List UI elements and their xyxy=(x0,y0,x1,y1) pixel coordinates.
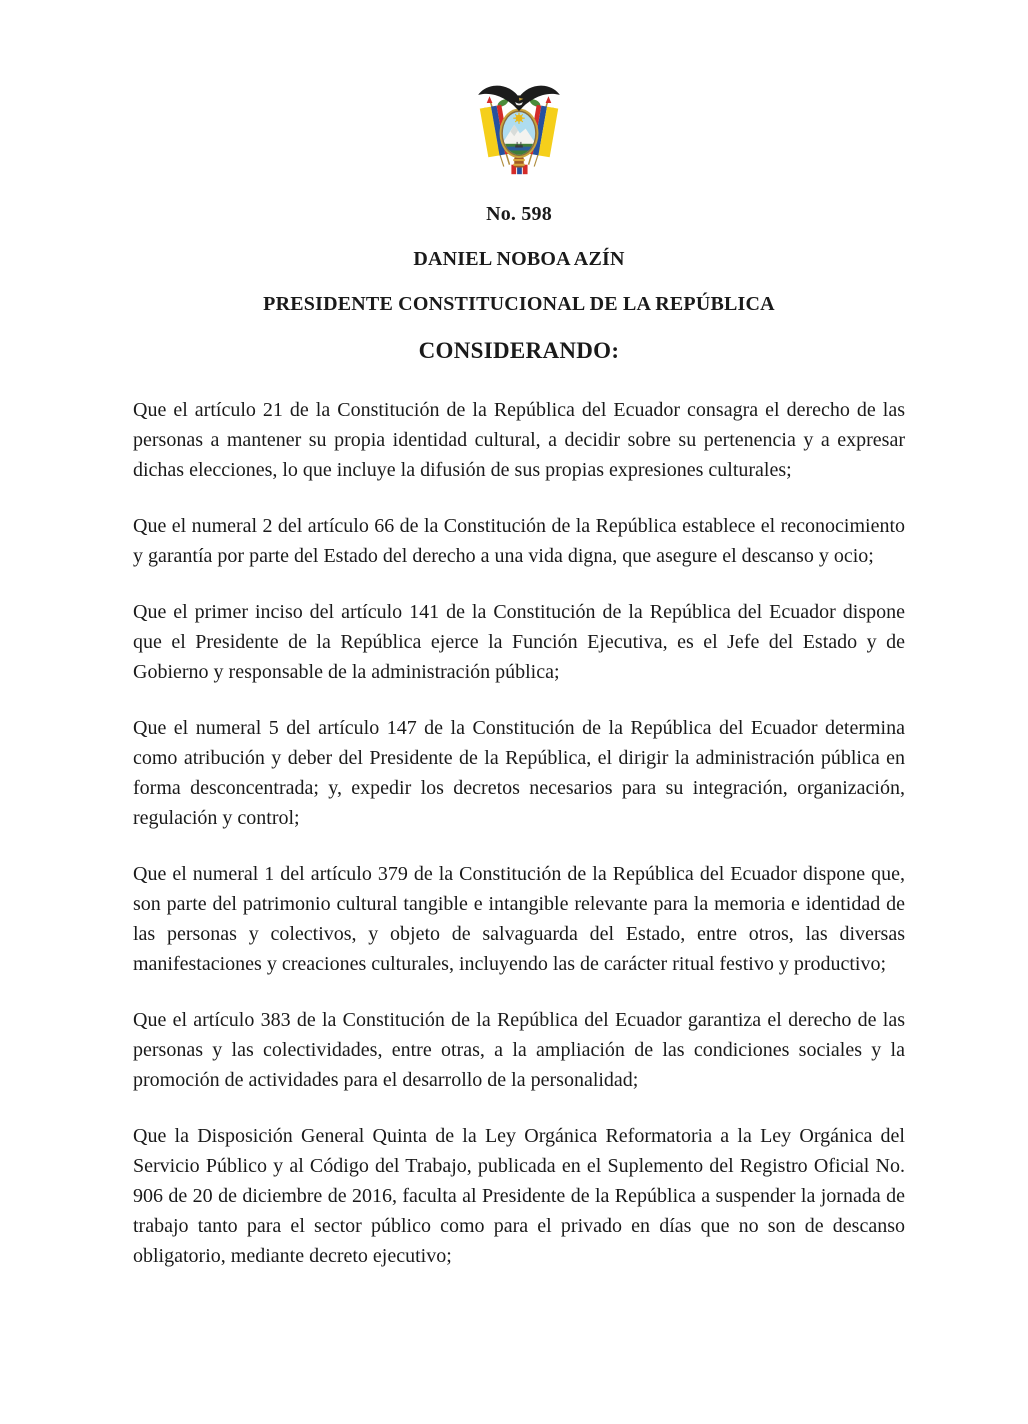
president-name: DANIEL NOBOA AZÍN xyxy=(413,248,625,270)
paragraph-art-147: Que el numeral 5 del artículo 147 de la Constitución de la República del Ecuador determina como atribución y deber del Presidente de la República, el dirigir la administración pública en forma desconcentrada; y, expedir los decretos necesarios para su integración, organización, regulación y control; xyxy=(133,717,905,829)
considerando-paragraphs xyxy=(133,395,905,1271)
paragraph-art-66: Que el numeral 2 del artículo 66 de la Constitución de la República establece el reconocimiento y garantía por parte del Estado del derecho a una vida digna, que asegure el descanso y ocio; xyxy=(133,515,905,567)
ecuador-coat-of-arms-icon xyxy=(133,83,905,178)
decree-number: No. 598 xyxy=(486,203,552,225)
paragraph-disposicion-quinta: Que la Disposición General Quinta de la Ley Orgánica Reformatoria a la Ley Orgánica del Servicio Público y al Código del Trabajo, publicada en el Suplemento del Registro Oficial No. 906 de 20 de diciembre de 2016, faculta al Presidente de la República a suspender la jornada de trabajo tanto para el sector público como para el privado en días que no son de descanso obligatorio, mediante decreto ejecutivo; xyxy=(133,1125,905,1267)
paragraph-art-383: Que el artículo 383 de la Constitución de la República del Ecuador garantiza el derecho de las personas y las colectividades, entre otras, a la ampliación de las condiciones sociales y la promoción de actividades para el desarrollo de la personalidad; xyxy=(133,1009,905,1091)
paragraph-art-21: Que el artículo 21 de la Constitución de la República del Ecuador consagra el derecho de las personas a mantener su propia identidad cultural, a decidir sobre su pertenencia y a expresar dichas elecciones, lo que incluye la difusión de sus propias expresiones culturales; xyxy=(133,399,905,481)
paragraph-art-141: Que el primer inciso del artículo 141 de la Constitución de la República del Ecuador dispone que el Presidente de la República ejerce la Función Ejecutiva, es el Jefe del Estado y de Gobierno y responsable de la administración pública; xyxy=(133,601,905,683)
section-heading: CONSIDERANDO: xyxy=(418,338,620,363)
president-title: PRESIDENTE CONSTITUCIONAL DE LA REPÚBLICA xyxy=(263,293,775,315)
paragraph-art-379: Que el numeral 1 del artículo 379 de la Constitución de la República del Ecuador dispone que, son parte del patrimonio cultural tangible e intangible relevante para la memoria e identidad de las personas y colectivos, y objeto de salvaguarda del Estado, entre otros, las diversas manifestaciones y creaciones culturales, incluyendo las de carácter ritual festivo y productivo; xyxy=(133,863,905,975)
